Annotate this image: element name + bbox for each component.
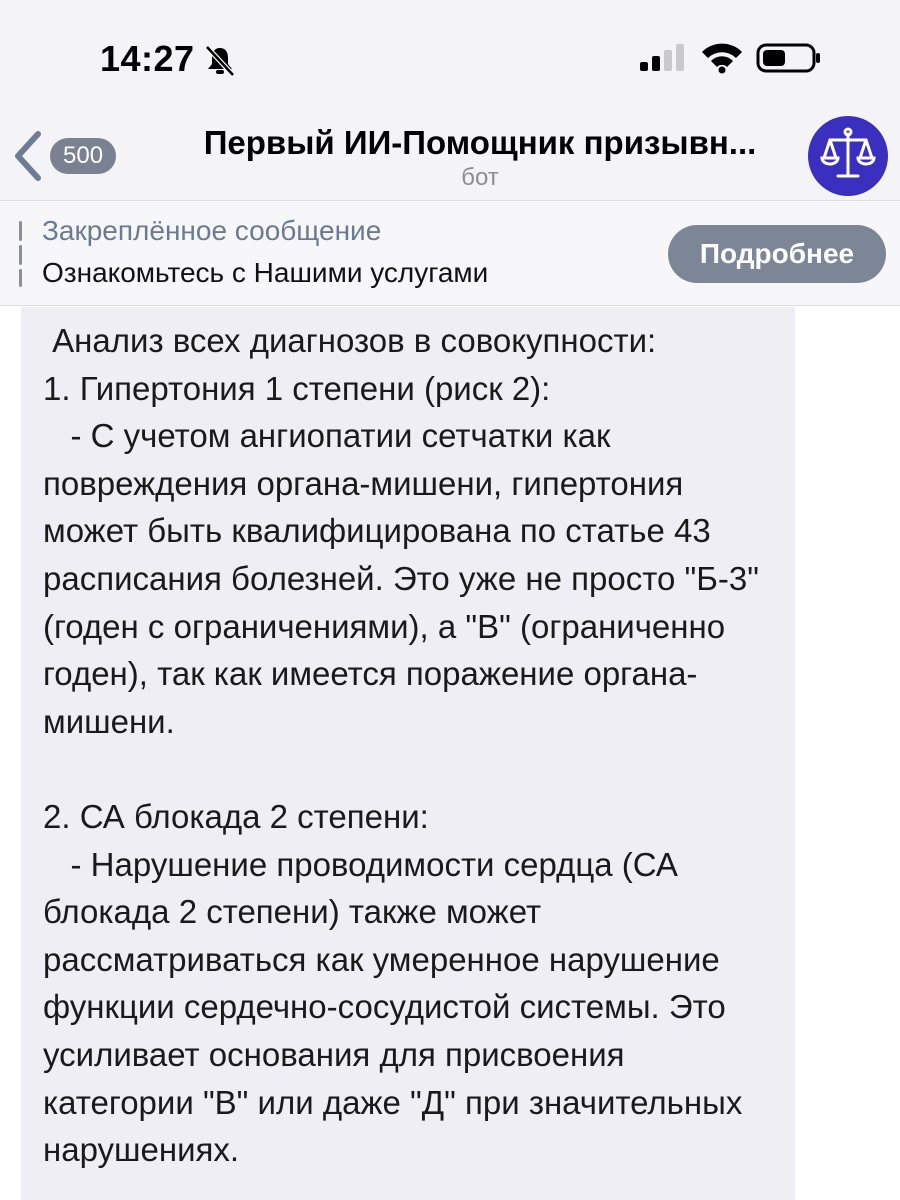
pinned-text: Ознакомьтесь с Нашими услугами <box>42 257 489 288</box>
message-bubble[interactable] <box>21 307 795 1200</box>
cellular-signal-icon <box>638 42 686 74</box>
bell-slash-icon <box>203 44 237 78</box>
chat-header <box>0 110 900 200</box>
scales-icon <box>808 116 888 196</box>
chevron-left-icon <box>10 128 46 184</box>
battery-icon <box>756 42 822 74</box>
chat-title[interactable]: Первый ИИ-Помощник призывн... <box>203 124 757 161</box>
pinned-title: Закреплённое сообщение <box>42 215 382 246</box>
status-time: 14:27 <box>100 38 195 79</box>
top-area <box>0 0 900 200</box>
pin-indicator <box>19 221 23 291</box>
details-button[interactable]: Подробнее <box>668 225 886 283</box>
status-bar <box>0 0 900 110</box>
chat-area[interactable] <box>0 307 900 1200</box>
back-button[interactable] <box>10 126 135 186</box>
wifi-icon <box>700 40 744 74</box>
unread-count-badge: 500 <box>50 138 116 174</box>
pinned-message-bar[interactable] <box>0 200 900 306</box>
avatar[interactable] <box>808 116 888 196</box>
message-text: Анализ всех диагнозов в совокупности: 1. Гипертония 1 степени (риск 2): - С учетом ангиопатии сетчатки как повреждения органа-мишени, гипертония может быть квалифицирована по статье 43 расписания болезней. Это уже не просто "Б-3" (годен с ограничениями), а "В" (ограниченно годен), так как имеется поражение органа-мишени. 2. СА блокада 2 степени: - Нарушение проводимости сердца (СА блокада 2 степени) также может рассматриваться как умеренное нарушение функции сердечно-сосудистой системы. Это усиливает основания для присвоения категории "В" или даже "Д" при значительных нарушениях. <box>43 322 759 1169</box>
chat-subtitle: бот <box>461 164 499 191</box>
